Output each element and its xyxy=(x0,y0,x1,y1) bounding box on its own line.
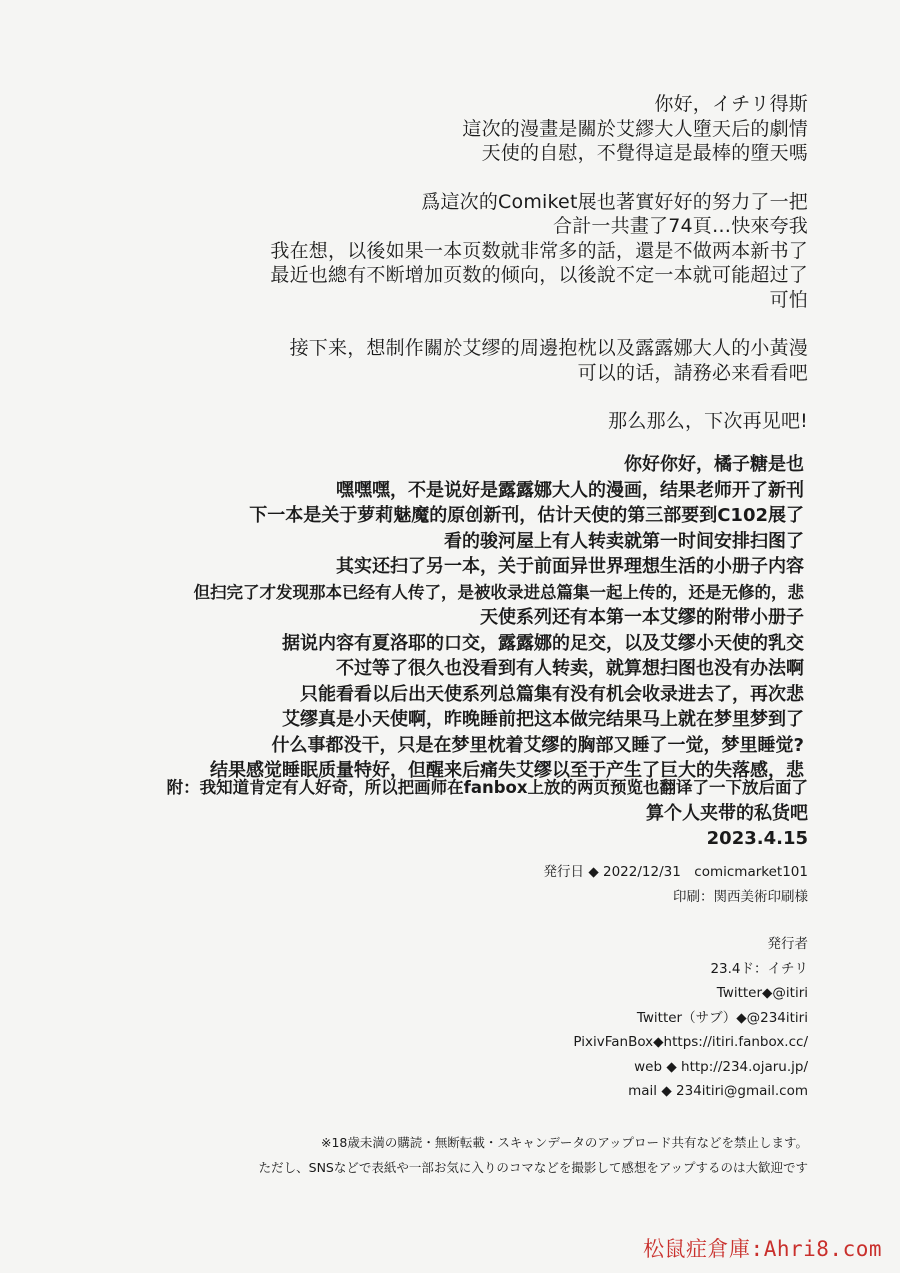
translator-note-line: 不过等了很久也没看到有人转卖，就算想扫图也没有办法啊 xyxy=(336,658,804,679)
translator-note-line: 你好你好，橘子糖是也 xyxy=(624,454,804,475)
appendix-line: 附：我知道肯定有人好奇，所以把画师在fanbox上放的两页预览也翻译了一下放后面了 xyxy=(166,778,808,797)
publisher-twitter-sub: Twitter（サブ）◆@234itiri xyxy=(636,1009,808,1026)
colophon xyxy=(544,860,808,910)
usage-notice xyxy=(259,1130,808,1180)
author-note-line: 可以的话，請務必来看看吧 xyxy=(577,361,808,384)
translator-note-line: 什么事都没干，只是在梦里枕着艾缪的胸部又睡了一觉，梦里睡觉? xyxy=(271,734,804,756)
author-note-line: 你好，イチリ得斯 xyxy=(654,93,808,115)
translator-note-line: 嘿嘿嘿，不是说好是露露娜大人的漫画，结果老师开了新刊 xyxy=(336,479,804,501)
author-note-line: 最近也總有不断增加页数的倾向，以後說不定一本就可能超过了 xyxy=(270,264,808,286)
notice-line: ただし、SNSなどで表紙や一部お気に入りのコマなどを撮影して感想をアップするのは大歓迎です xyxy=(258,1160,808,1175)
publisher-info xyxy=(573,932,808,1104)
publisher-web: web ◆ http://234.ojaru.jp/ xyxy=(634,1058,808,1075)
translator-note-line: 但扫完了才发现那本已经有人传了，是被收录进总篇集一起上传的，还是无修的，悲 xyxy=(193,582,804,602)
translator-appendix xyxy=(167,775,808,852)
appendix-date: 2023.4.15 xyxy=(706,828,808,849)
publisher-circle: 23.4ド：イチリ xyxy=(710,960,808,977)
translator-note xyxy=(194,452,805,784)
author-note xyxy=(270,92,808,434)
appendix-line: 算个人夹带的私货吧 xyxy=(646,802,808,824)
printer: 印刷：関西美術印刷様 xyxy=(673,889,808,905)
publisher-mail: mail ◆ 234itiri@gmail.com xyxy=(628,1083,808,1099)
author-closing: 那么那么，下次再见吧! xyxy=(608,410,808,432)
translator-note-line: 只能看看以后出天使系列总篇集有没有机会收录进去了，再次悲 xyxy=(300,683,804,705)
translator-note-line: 其实还扫了另一本，关于前面异世界理想生活的小册子内容 xyxy=(336,556,804,577)
translator-note-line: 结果感觉睡眠质量特好，但醒来后痛失艾缪以至于产生了巨大的失落感，悲 xyxy=(210,760,804,781)
author-note-line: 這次的漫畫是關於艾繆大人墮天后的劇情 xyxy=(462,117,808,140)
translator-note-line: 看的骏河屋上有人转卖就第一时间安排扫图了 xyxy=(444,530,804,552)
author-note-line: 合計一共畫了74頁…快來夸我 xyxy=(553,215,808,237)
author-note-line: 爲這次的Comiket展也著實好好的努力了一把 xyxy=(421,190,808,213)
publisher-label: 発行者 xyxy=(767,936,808,952)
publisher-fanbox: PixivFanBox◆https://itiri.fanbox.cc/ xyxy=(573,1034,808,1050)
author-note-line: 可怕 xyxy=(769,288,808,311)
translator-note-line: 天使系列还有本第一本艾缪的附带小册子 xyxy=(480,607,804,628)
issue-date: 発行日 ◆ 2022/12/31 comicmarket101 xyxy=(543,864,808,880)
notice-line: ※18歳未満の購読・無断転載・スキャンデータのアップロード共有などを禁止します。 xyxy=(320,1135,808,1150)
translator-note-line: 下一本是关于萝莉魅魔的原创新刊，估计天使的第三部要到C102展了 xyxy=(249,505,804,526)
publisher-twitter: Twitter◆@itiri xyxy=(716,985,808,1001)
author-note-line: 我在想，以後如果一本页数就非常多的話，還是不做两本新书了 xyxy=(270,239,808,262)
translator-note-line: 艾缪真是小天使啊，昨晚睡前把这本做完结果马上就在梦里梦到了 xyxy=(282,709,804,730)
author-note-line: 天使的自慰，不覺得這是最棒的墮天嗎 xyxy=(481,142,808,164)
author-note-line: 接下来，想制作關於艾缪的周邊抱枕以及露露娜大人的小黃漫 xyxy=(289,337,808,359)
translator-note-line: 据说内容有夏洛耶的口交，露露娜的足交，以及艾缪小天使的乳交 xyxy=(282,632,804,654)
site-watermark: 松鼠症倉庫:Ahri8.com xyxy=(643,1237,882,1261)
